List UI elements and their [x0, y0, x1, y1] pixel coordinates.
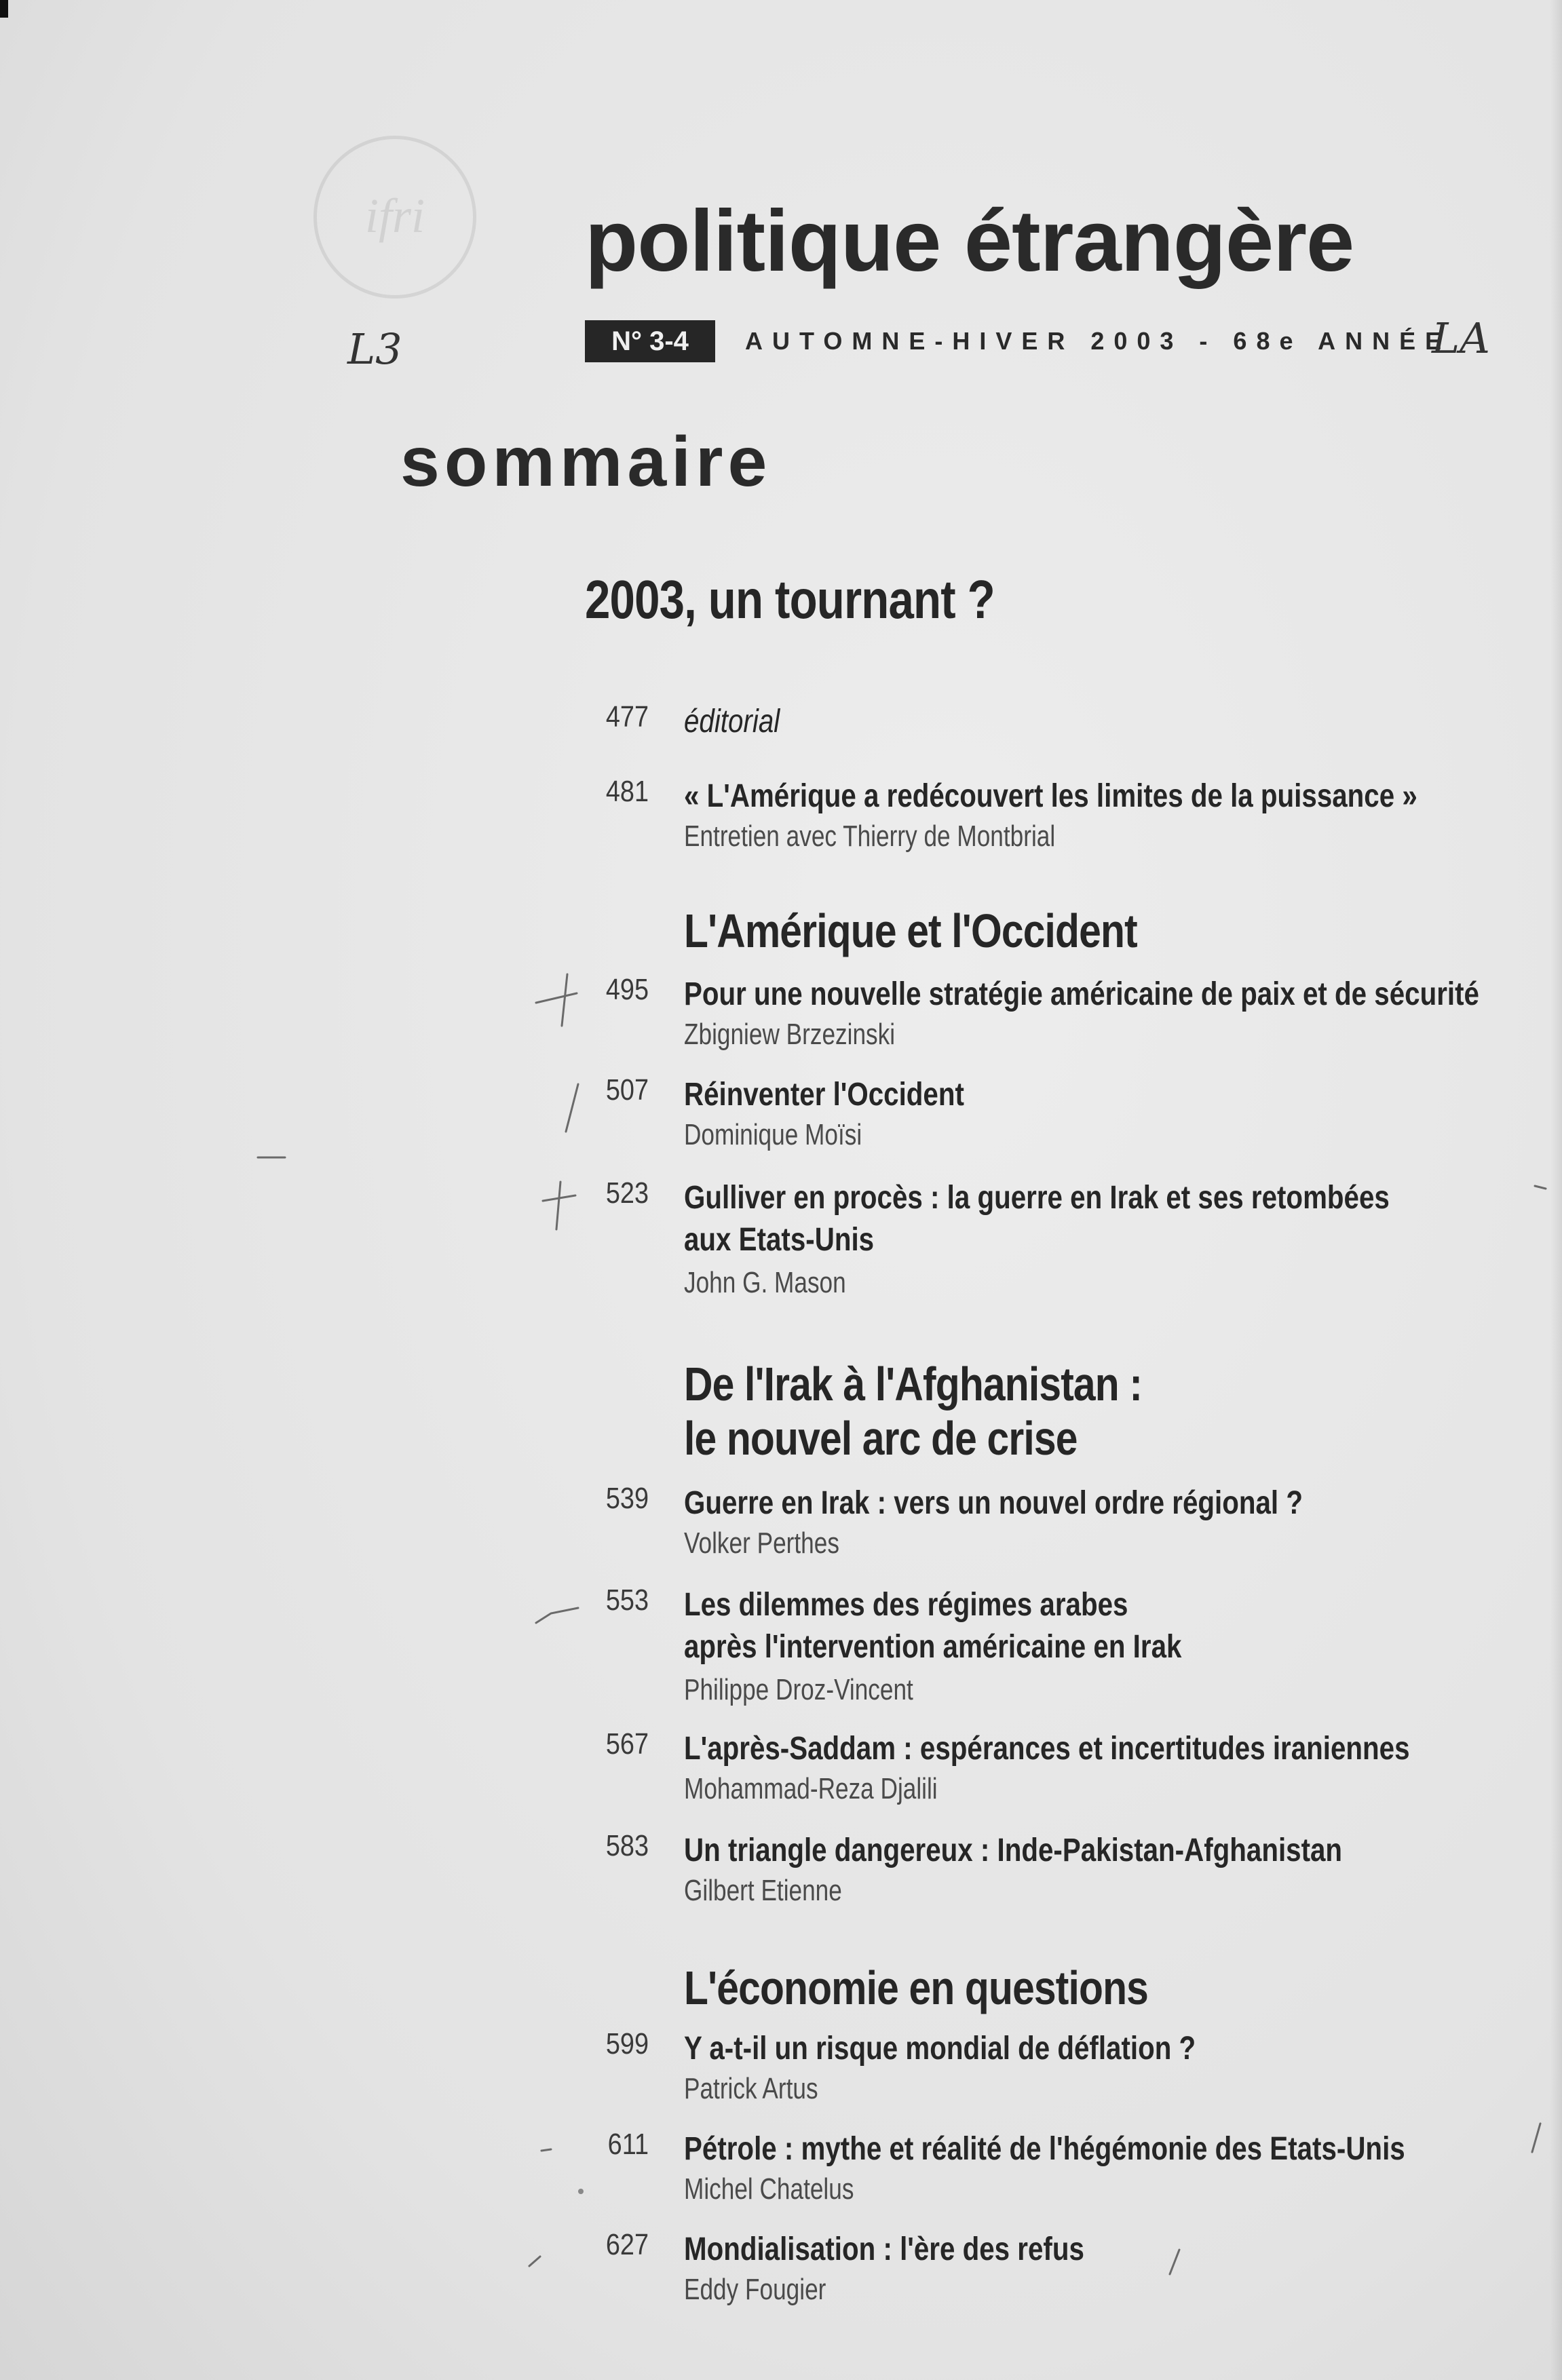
section-heading: L'Amérique et l'Occident: [684, 904, 1137, 957]
main-heading: 2003, un tournant ?: [585, 569, 995, 630]
entry-title: Pour une nouvelle stratégie américaine de paix et de sécurité: [684, 976, 1479, 1012]
pencil-mark: [529, 2257, 540, 2266]
entry-author: Dominique Moïsi: [684, 1118, 862, 1151]
journal-title: politique étrangère: [585, 193, 1354, 290]
entry-title: L'après-Saddam : espérances et incertitudes iraniennes: [684, 1731, 1410, 1767]
stamp-text: ifri: [364, 189, 425, 243]
entry-title: Pétrole : mythe et réalité de l'hégémonie des Etats-Unis: [684, 2131, 1405, 2167]
page-number: 553: [605, 1584, 649, 1617]
handwritten-note-right: LA: [1432, 313, 1490, 363]
entry-title-continued: après l'intervention américaine en Irak: [684, 1629, 1182, 1665]
entry-title: Gulliver en procès : la guerre en Irak et ses retombées: [684, 1180, 1390, 1216]
page-number: 495: [605, 973, 649, 1006]
section-heading: De l'Irak à l'Afghanistan :: [684, 1358, 1143, 1410]
entry-title: Mondialisation : l'ère des refus: [684, 2231, 1084, 2267]
entry-author: John G. Mason: [684, 1266, 846, 1299]
entry-title-continued: aux Etats-Unis: [684, 1222, 875, 1258]
entry-author: Michel Chatelus: [684, 2172, 854, 2206]
entry-author: Gilbert Etienne: [684, 1874, 842, 1907]
section-heading: L'économie en questions: [684, 1961, 1149, 2014]
entry-title: Y a-t-il un risque mondial de déflation ?: [684, 2031, 1196, 2067]
page-number: 507: [605, 1073, 649, 1107]
entry-title: éditorial: [684, 704, 780, 740]
entry-author: Mohammad-Reza Djalili: [684, 1772, 938, 1805]
section-heading-continued: le nouvel arc de crise: [684, 1412, 1078, 1465]
pencil-mark: [556, 1182, 560, 1229]
entry-title: Guerre en Irak : vers un nouvel ordre régional ?: [684, 1485, 1303, 1521]
page-number: 523: [605, 1176, 649, 1210]
entry-author: Patrick Artus: [684, 2072, 818, 2105]
pencil-mark: [562, 974, 567, 1026]
entry-author: Eddy Fougier: [684, 2273, 826, 2306]
entry-title: « L'Amérique a redécouvert les limites de la puissance »: [684, 778, 1417, 814]
pencil-mark: [1535, 1186, 1546, 1189]
page-number: 627: [605, 2228, 649, 2261]
pencil-mark: [536, 1608, 578, 1623]
page-number: 611: [607, 2128, 649, 2161]
entry-title: Un triangle dangereux : Inde-Pakistan-Afghanistan: [684, 1832, 1343, 1868]
issue-badge: N° 3-4: [585, 320, 715, 362]
entry-title: Les dilemmes des régimes arabes: [684, 1587, 1128, 1623]
pencil-mark: [566, 1084, 578, 1132]
entry-title: Réinventer l'Occident: [684, 1077, 964, 1113]
page-number: 539: [605, 1482, 649, 1515]
entry-author: Entretien avec Thierry de Montbrial: [684, 820, 1056, 853]
page-number: 583: [605, 1829, 649, 1862]
pencil-mark: [1170, 2250, 1179, 2274]
page-number: 567: [605, 1727, 649, 1761]
page-heading: sommaire: [400, 423, 772, 501]
entry-author: Philippe Droz-Vincent: [684, 1673, 913, 1706]
page-number: 599: [605, 2027, 649, 2060]
pencil-dot: [578, 2189, 584, 2194]
pencil-mark: [541, 2149, 551, 2151]
entry-author: Zbigniew Brzezinski: [684, 1018, 896, 1051]
handwritten-note-left: L3: [347, 324, 402, 374]
entry-author: Volker Perthes: [684, 1527, 839, 1560]
issue-info: AUTOMNE-HIVER 2003 - 68e ANNÉE: [745, 327, 1451, 355]
pencil-mark: [1532, 2124, 1540, 2152]
page-number: 481: [605, 775, 649, 808]
page-number: 477: [605, 700, 649, 733]
pencil-mark: [536, 993, 577, 1003]
